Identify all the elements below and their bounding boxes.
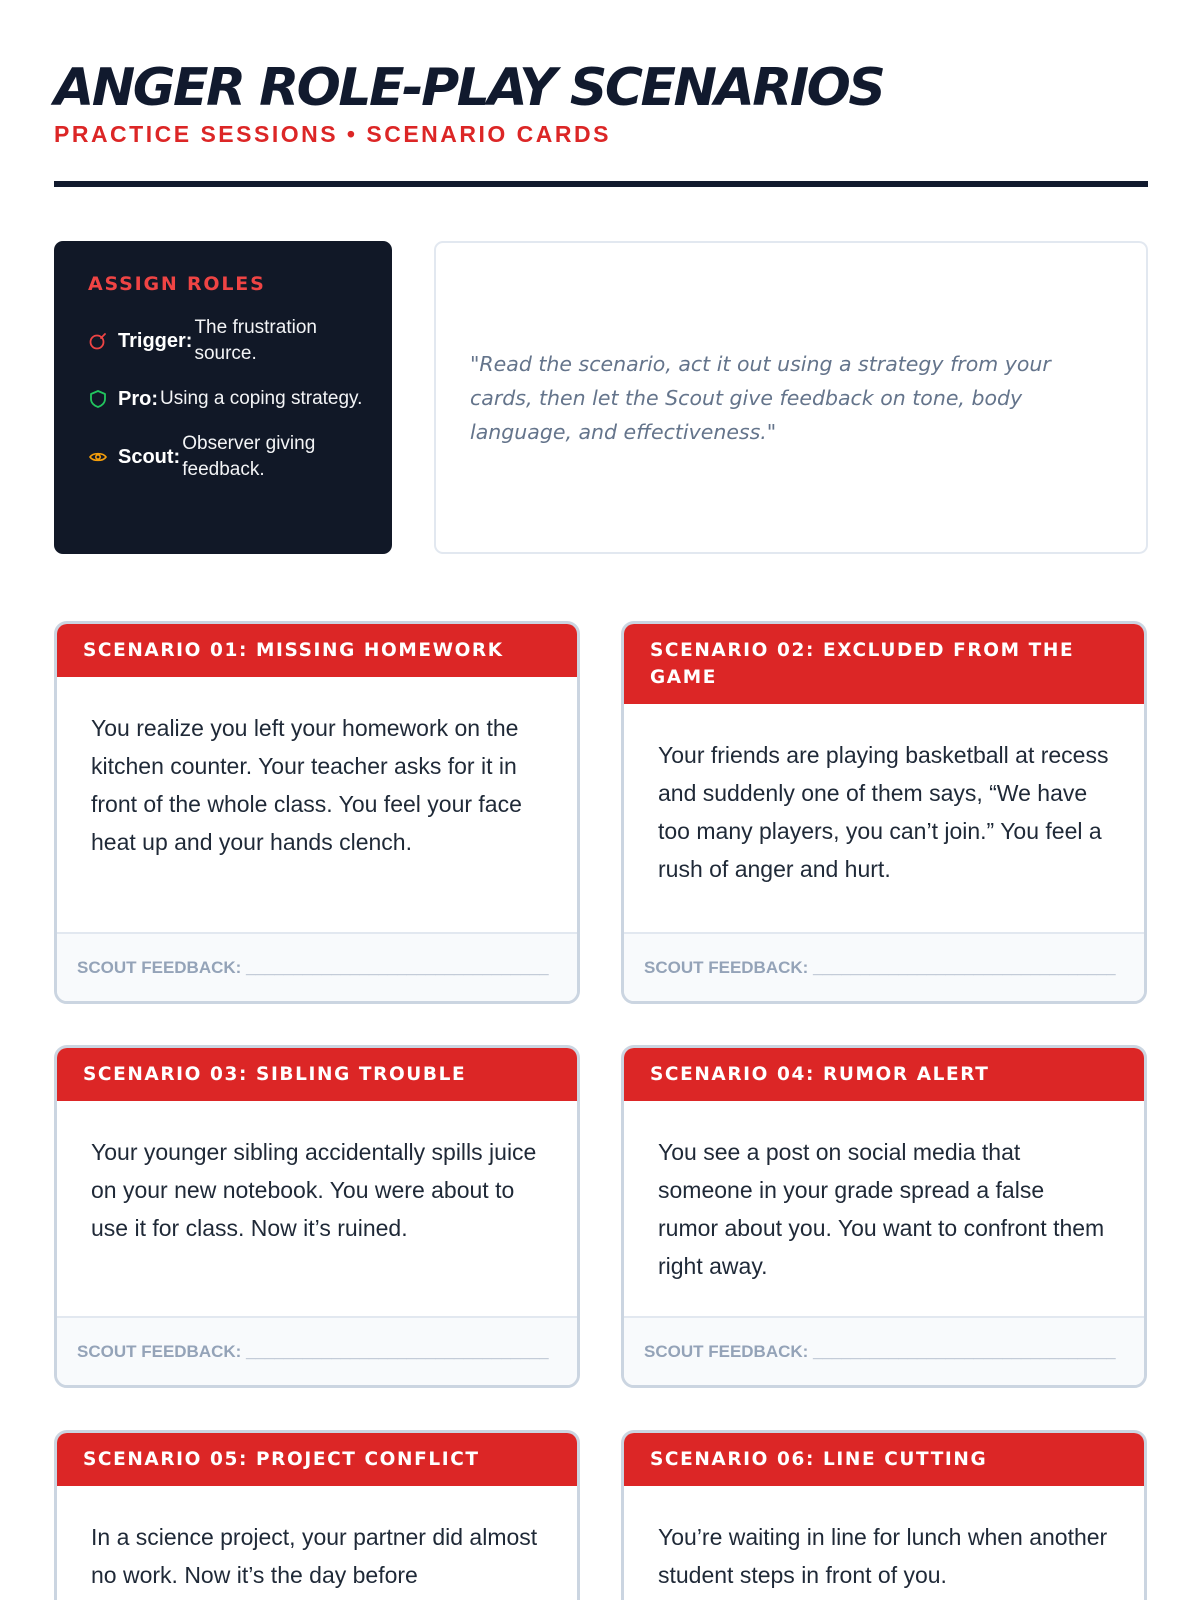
role-pro bbox=[88, 386, 364, 412]
shield-icon bbox=[88, 389, 108, 409]
role-description: Observer giving feedback. bbox=[182, 433, 316, 480]
scout-feedback-line: SCOUT FEEDBACK: ________________________________ bbox=[624, 1316, 1144, 1385]
scenario-title: SCENARIO 05: PROJECT CONFLICT bbox=[57, 1433, 577, 1486]
scenario-title: SCENARIO 02: EXCLUDED FROM THE GAME bbox=[624, 624, 1144, 704]
scout-feedback-line: SCOUT FEEDBACK: ________________________________ bbox=[624, 932, 1144, 1001]
page-subtitle: PRACTICE SESSIONS • SCENARIO CARDS bbox=[54, 121, 611, 147]
scenario-card bbox=[54, 1045, 580, 1388]
instructions-box bbox=[434, 241, 1148, 554]
scenario-text: You realize you left your homework on the kitchen counter. Your teacher asks for it in front of the whole class. You feel your face heat up and your hands clench. bbox=[91, 715, 522, 855]
role-name: Trigger: bbox=[118, 329, 193, 352]
role-description: Using a coping strategy. bbox=[160, 388, 363, 409]
scenario-card bbox=[621, 1430, 1147, 1600]
role-scout bbox=[88, 431, 364, 483]
scenario-title: SCENARIO 03: SIBLING TROUBLE bbox=[57, 1048, 577, 1101]
page-header bbox=[54, 58, 1148, 148]
scenario-text: Your friends are playing basketball at recess and suddenly one of them says, “We have too many players, you can’t join.” You feel a rush of anger and hurt. bbox=[658, 742, 1109, 882]
scout-feedback-line: SCOUT FEEDBACK: ________________________________ bbox=[57, 932, 577, 1001]
scenario-title: SCENARIO 01: MISSING HOMEWORK bbox=[57, 624, 577, 677]
eye-icon bbox=[88, 447, 108, 467]
assign-roles-panel bbox=[54, 241, 392, 554]
roles-title: ASSIGN ROLES bbox=[88, 273, 266, 295]
scenario-text: Your younger sibling accidentally spills juice on your new notebook. You were about to use it for class. Now it’s ruined. bbox=[91, 1139, 537, 1241]
scout-feedback-line: SCOUT FEEDBACK: ________________________________ bbox=[57, 1316, 577, 1385]
header-divider bbox=[54, 181, 1148, 187]
scenario-title: SCENARIO 06: LINE CUTTING bbox=[624, 1433, 1144, 1486]
role-name: Pro: bbox=[118, 387, 158, 410]
scenario-text: You see a post on social media that someone in your grade spread a false rumor about you. You want to confront them right away. bbox=[658, 1139, 1105, 1279]
role-name: Scout: bbox=[118, 445, 181, 468]
scenario-text: In a science project, your partner did almost no work. Now it’s the day before bbox=[91, 1524, 538, 1588]
scenario-card bbox=[54, 1430, 580, 1600]
target-icon bbox=[88, 331, 108, 351]
scenario-title: SCENARIO 04: RUMOR ALERT bbox=[624, 1048, 1144, 1101]
role-trigger bbox=[88, 315, 364, 367]
page-title: ANGER ROLE-PLAY SCENARIOS bbox=[54, 58, 884, 118]
scenario-card bbox=[54, 621, 580, 1004]
scenario-card bbox=[621, 1045, 1147, 1388]
instructions-quote: "Read the scenario, act it out using a strategy from your cards, then let the Scout give feedback on tone, body language, and effectiveness." bbox=[470, 351, 1051, 444]
scenario-text: You’re waiting in line for lunch when another student steps in front of you. bbox=[658, 1524, 1108, 1588]
role-description: The frustration source. bbox=[194, 317, 317, 364]
scenario-card bbox=[621, 621, 1147, 1004]
